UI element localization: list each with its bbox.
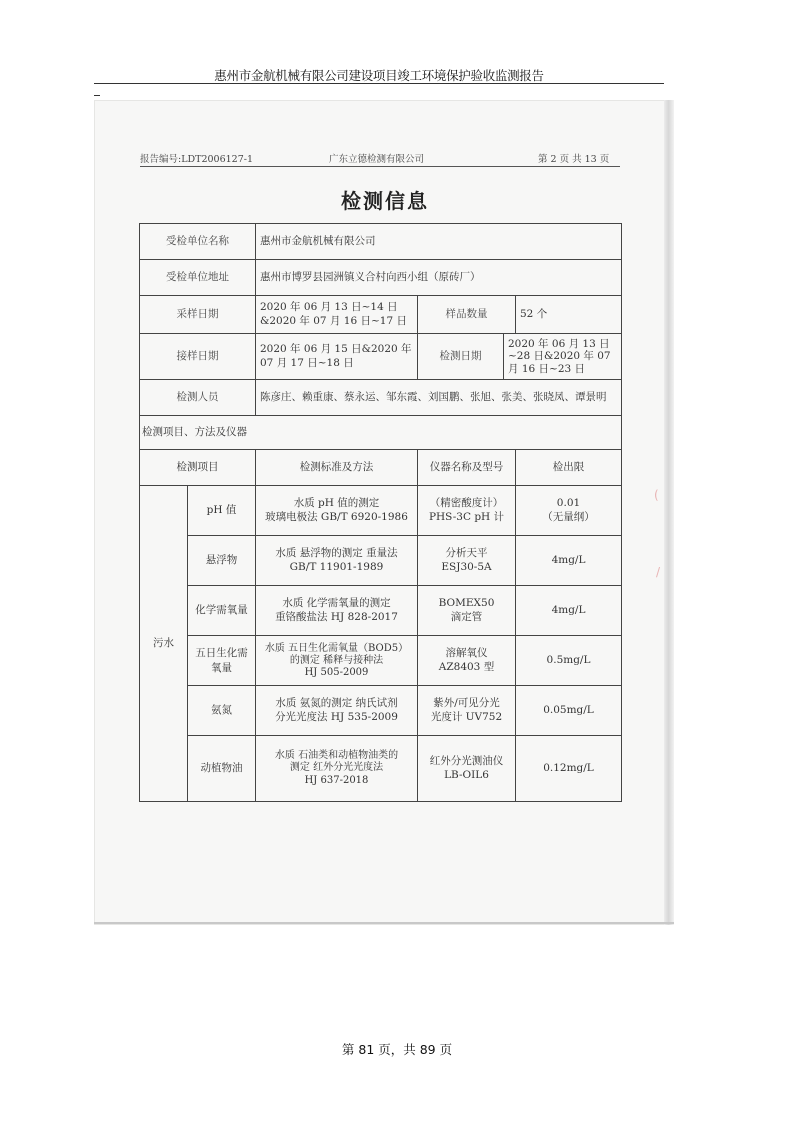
item-cell: 五日生化需氧量 <box>188 636 256 686</box>
stamp-mark: ( <box>654 488 659 502</box>
item-cell: 氨氮 <box>188 686 256 736</box>
limit-cell: 0.12mg/L <box>516 736 622 802</box>
instrument-cell: 溶解氧仪 AZ8403 型 <box>418 636 516 686</box>
receive-date-label: 接样日期 <box>140 334 256 380</box>
category-cell: 污水 <box>140 486 188 802</box>
item-cell: 化学需氧量 <box>188 586 256 636</box>
sampling-date-label: 采样日期 <box>140 296 256 334</box>
page-info: 第 2 页 共 13 页 <box>538 154 610 165</box>
report-number: 报告编号:LDT2006127-1 <box>140 154 254 165</box>
document-header-title: 惠州市金航机械有限公司建设项目竣工环境保护验收监测报告 <box>214 68 544 83</box>
instrument-cell: （精密酸度计） PHS-3C pH 计 <box>418 486 516 536</box>
column-header-method: 检测标准及方法 <box>256 450 418 486</box>
table-row <box>140 486 622 536</box>
item-cell: 悬浮物 <box>188 536 256 586</box>
client-name: 惠州市金航机械有限公司 <box>256 224 622 260</box>
scan-edge-right <box>664 100 674 925</box>
item-cell: 动植物油 <box>188 736 256 802</box>
receive-date: 2020 年 06 月 15 日&2020 年 07 月 17 日~18 日 <box>256 334 418 380</box>
limit-cell: 0.5mg/L <box>516 636 622 686</box>
column-header-instrument: 仪器名称及型号 <box>418 450 516 486</box>
meta-rule <box>140 166 620 167</box>
sample-count: 52 个 <box>516 296 622 334</box>
instrument-cell: 红外分光测油仪 LB-OIL6 <box>418 736 516 802</box>
method-cell: 水质 石油类和动植物油类的 测定 红外分光光度法 HJ 637-2018 <box>256 736 418 802</box>
row-section-title <box>140 416 622 450</box>
method-cell: 水质 化学需氧量的测定 重铬酸盐法 HJ 828-2017 <box>256 586 418 636</box>
instrument-cell: 分析天平 ESJ30-5A <box>418 536 516 586</box>
row-client-name <box>140 224 622 260</box>
method-cell: 水质 悬浮物的测定 重量法 GB/T 11901-1989 <box>256 536 418 586</box>
client-address: 惠州市博罗县园洲镇义合村向西小组（原砖厂） <box>256 260 622 296</box>
limit-cell: 4mg/L <box>516 586 622 636</box>
row-receive <box>140 334 622 380</box>
instrument-cell: BOMEX50 滴定管 <box>418 586 516 636</box>
table-row <box>140 636 622 686</box>
method-cell: 水质 pH 值的测定 玻璃电极法 GB/T 6920-1986 <box>256 486 418 536</box>
staff-label: 检测人员 <box>140 380 256 416</box>
row-sampling <box>140 296 622 334</box>
limit-cell: 0.05mg/L <box>516 686 622 736</box>
stamp-mark: / <box>656 565 661 579</box>
lab-company: 广东立德检测有限公司 <box>329 154 425 165</box>
test-date: 2020 年 06 月 13 日~28 日&2020 年 07 月 16 日~23 日 <box>504 334 622 380</box>
limit-cell: 0.01 （无量纲） <box>516 486 622 536</box>
test-date-label: 检测日期 <box>418 334 504 380</box>
page-title: 检测信息 <box>341 189 429 213</box>
info-table <box>139 223 622 802</box>
table-row <box>140 586 622 636</box>
table-row <box>140 536 622 586</box>
staff: 陈彦庄、赖重康、蔡永运、邹东霞、刘国鹏、张旭、张美、张晓凤、谭景明 <box>256 380 622 416</box>
section-title: 检测项目、方法及仪器 <box>140 416 622 450</box>
client-address-label: 受检单位地址 <box>140 260 256 296</box>
table-row <box>140 736 622 802</box>
method-cell: 水质 五日生化需氧量（BOD5） 的测定 稀释与接种法 HJ 505-2009 <box>256 636 418 686</box>
limit-cell: 4mg/L <box>516 536 622 586</box>
item-cell: pH 值 <box>188 486 256 536</box>
client-name-label: 受检单位名称 <box>140 224 256 260</box>
page-footer: 第 81 页，共 89 页 <box>341 1042 453 1057</box>
table-row <box>140 686 622 736</box>
column-header-limit: 检出限 <box>516 450 622 486</box>
column-header-item: 检测项目 <box>140 450 256 486</box>
row-staff <box>140 380 622 416</box>
method-cell: 水质 氨氮的测定 纳氏试剂 分光光度法 HJ 535-2009 <box>256 686 418 736</box>
header-rule <box>94 83 664 84</box>
methods-header-row <box>140 450 622 486</box>
header-dash <box>94 95 100 96</box>
row-client-address <box>140 260 622 296</box>
sampling-date: 2020 年 06 月 13 日~14 日&2020 年 07 月 16 日~17 日 <box>256 296 418 334</box>
instrument-cell: 紫外/可见分光 光度计 UV752 <box>418 686 516 736</box>
scan-edge-bottom <box>94 922 674 924</box>
sample-count-label: 样品数量 <box>418 296 516 334</box>
